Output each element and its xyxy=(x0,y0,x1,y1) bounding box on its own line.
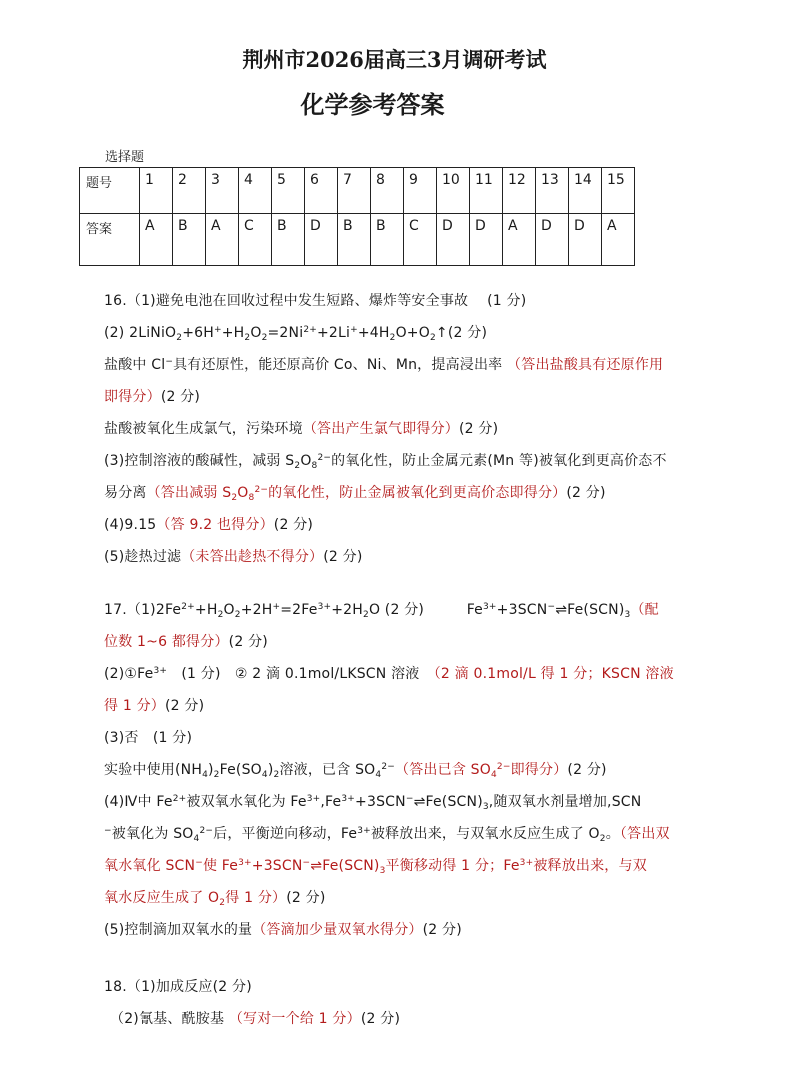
table-cell-answer: B xyxy=(371,214,404,266)
q17-part1-line1: $17.(1)2Fe^{2+}+H_2O_2+2H^+=2Fe^{3+}+2H_2O$ (2 分) $Fe^{3+}+3SCN^-\rightleftharpoons Fe(SCN)_3$（配 xyxy=(104,602,659,620)
table-cell-number: 2 xyxy=(173,168,206,214)
table-cell-answer: B xyxy=(338,214,371,266)
table-row-answers xyxy=(80,214,635,266)
exam-subtitle: 化学参考答案 xyxy=(300,90,445,119)
q18-part1: 18.（1)加成反应(2 分) xyxy=(104,979,252,995)
table-cell-answer: A xyxy=(140,214,173,266)
q17-part5: (5)控制滴加双氧水的量（答滴加少量双氧水得分）(2 分) xyxy=(104,922,462,938)
table-cell-number: 12 xyxy=(503,168,536,214)
q16-part2-reason-1: 盐酸中 Cl−具有还原性，能还原高价 Co、Ni、Mn，提高浸出率 （答出盐酸具有还原作用 xyxy=(104,357,664,373)
q16-part2-reason-3: 盐酸被氧化生成氯气，污染环境（答出产生氯气即得分）(2 分) xyxy=(104,421,499,437)
table-cell-number: 3 xyxy=(206,168,239,214)
row-label-answer: 答案 xyxy=(80,214,140,266)
table-cell-answer: C xyxy=(404,214,437,266)
q17-part3: (3)否 (1 分) xyxy=(104,730,193,746)
table-cell-answer: B xyxy=(272,214,305,266)
table-cell-answer: A xyxy=(206,214,239,266)
q17-part3-reason: 实验中使用$(NH_4)_2Fe(SO_4)_2$溶液，已含 $SO_4^{2-}$（答出已含 $SO_4^{2-}$即得分）(2 分) xyxy=(104,762,607,780)
q16-part3-line2: 易分离（答出减弱 $S_2O_8^{2-}$的氧化性，防止金属被氧化到更高价态即得分）(2 分) xyxy=(104,485,606,503)
table-row-numbers xyxy=(80,168,635,214)
q17-part4-line4: 氧水反应生成了 $O_2$得 1 分）(2 分) xyxy=(104,890,326,908)
table-cell-number: 15 xyxy=(602,168,635,214)
q17-part4-line3: 氧水氧化 SCN−使 $Fe^{3+}+3SCN^-\rightleftharpoons Fe(SCN)_3$平衡移动得 1 分；$Fe^{3+}$被释放出来，与双 xyxy=(104,858,647,876)
table-cell-answer: D xyxy=(470,214,503,266)
q17-part2-line1: $(2)①Fe^{3+}$ (1 分) ② 2 滴 0.1mol/LKSCN 溶液 （2 滴 0.1mol/L 得 1 分；KSCN 溶液 xyxy=(104,666,674,682)
table-cell-number: 14 xyxy=(569,168,602,214)
table-cell-answer: D xyxy=(536,214,569,266)
row-label-number: 题号 xyxy=(80,168,140,214)
q16-part3-line1: (3)控制溶液的酸碱性，减弱 $S_2O_8^{2-}$的氧化性，防止金属元素(Mn 等)被氧化到更高价态不 xyxy=(104,453,667,471)
table-cell-number: 8 xyxy=(371,168,404,214)
q17-part2-line2: 得 1 分）(2 分) xyxy=(104,698,205,714)
table-cell-number: 11 xyxy=(470,168,503,214)
q16-part2-reason-2: 即得分）(2 分) xyxy=(104,389,201,405)
table-cell-number: 7 xyxy=(338,168,371,214)
table-cell-number: 9 xyxy=(404,168,437,214)
q17-part4-line2: −被氧化为 $SO_4^{2-}$后，平衡逆向移动，$Fe^{3+}$被释放出来，与双氧水反应生成了 $O_2$。（答出双 xyxy=(104,826,670,844)
table-cell-answer: D xyxy=(437,214,470,266)
q17-part4-line1: (4)Ⅳ中 $Fe^{2+}$被双氧水氧化为 $Fe^{3+},Fe^{3+}+3SCN^-\rightleftharpoons Fe(SCN)_3$,随双氧水剂量增加,SCN xyxy=(104,794,642,812)
table-cell-answer: C xyxy=(239,214,272,266)
exam-title: 荆州市2026届高三3月调研考试 xyxy=(242,47,547,72)
table-cell-number: 6 xyxy=(305,168,338,214)
table-cell-number: 5 xyxy=(272,168,305,214)
q16-part2-equation: (2) $2LiNiO_2+6H^++H_2O_2=2Ni^{2+}+2Li^++4H_2O+O_2↑(2$ 分) xyxy=(104,325,488,343)
table-cell-number: 1 xyxy=(140,168,173,214)
q16-part1: 16.（1)避免电池在回收过程中发生短路、爆炸等安全事故 (1 分) xyxy=(104,293,527,309)
table-cell-number: 10 xyxy=(437,168,470,214)
table-cell-answer: A xyxy=(602,214,635,266)
table-cell-number: 13 xyxy=(536,168,569,214)
q16-part5: (5)趁热过滤（未答出趁热不得分）(2 分) xyxy=(104,549,363,565)
answer-table xyxy=(79,167,635,266)
table-cell-number: 4 xyxy=(239,168,272,214)
table-cell-answer: D xyxy=(305,214,338,266)
q16-part4: (4)9.15（答 9.2 也得分）(2 分) xyxy=(104,517,314,533)
table-cell-answer: A xyxy=(503,214,536,266)
q18-part2: （2)氰基、酰胺基 （写对一个给 1 分）(2 分) xyxy=(110,1011,401,1027)
table-cell-answer: D xyxy=(569,214,602,266)
q17-part1-line2: 位数 1~6 都得分）(2 分) xyxy=(104,634,268,650)
choice-section-label: 选择题 xyxy=(105,150,145,165)
table-cell-answer: B xyxy=(173,214,206,266)
